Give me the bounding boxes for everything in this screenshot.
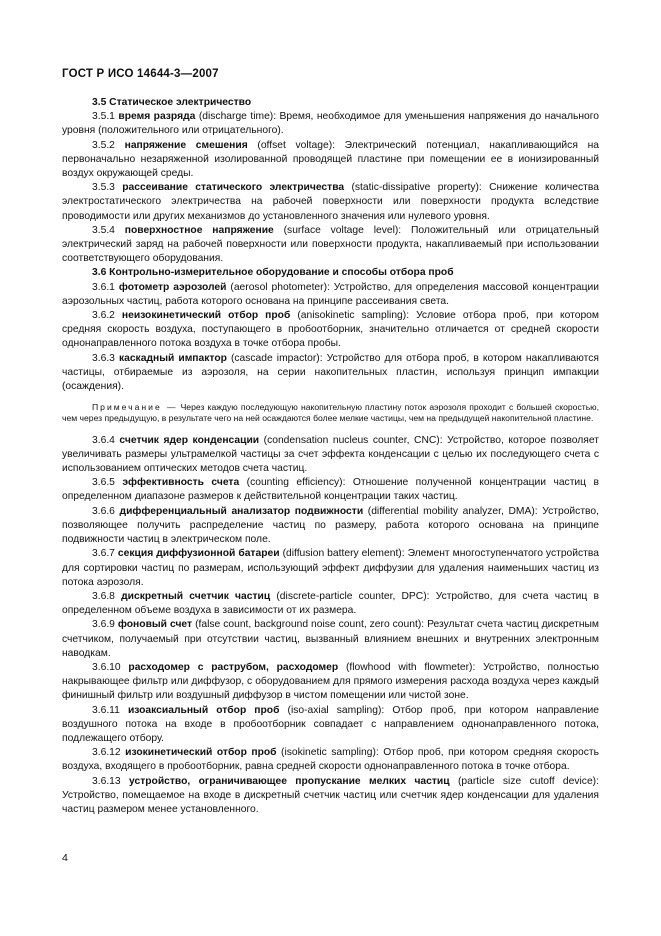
term-entry: 3.5.4 поверхностное напряжение (surface voltage level): Положительный или отрицательный электрический заряд на рабочей поверхности или поверхности продукта, накапливаемый при использовании соответствующего оборудования. (62, 224, 599, 265)
term-entry: 3.5.1 время разряда (discharge time): Время, необходимое для уменьшения напряжения до начального уровня (положительного или отрицательного). (62, 111, 599, 137)
term-entry: 3.6.12 изокинетический отбор проб (isokinetic sampling): Отбор проб, при котором средняя скорость воздуха, входящего в пробоотборник, равна средней скорости однонаправленного потока в точке отбора. (62, 747, 599, 773)
term-entry: 3.6.10 расходомер с раструбом, расходомер (flowhood with flowmeter): Устройство, полностью накрывающее фильтр или диффузор, с оборудованием для прямого измерения расхода воздуха через каждый финишный фильтр или воздушный диффузор в чистом помещении или чистой зоне. (62, 661, 600, 702)
term-entry: 3.6.4 счетчик ядер конденсации (condensation nucleus counter, CNC): Устройство, которое позволяет увеличивать размеры ультрамелкой частицы за счет эффекта конденсации с целью их последующего счета с использованием оптических методов счета частиц. (62, 434, 599, 475)
note (62, 402, 599, 424)
term-entry: 3.6.1 фотометр аэрозолей (aerosol photometer): Устройство, для определения массовой концентрации аэрозольных частиц, работа которого основана на принципе рассеивания света. (62, 281, 599, 307)
term-entry: 3.6.3 каскадный импактор (cascade impactor): Устройство для отбора проб, в котором накапливаются частицы, отбираемые из аэрозоля, на серии накопительных пластин, используя принцип импакции (осаждения). (62, 352, 599, 393)
document-header: ГОСТ Р ИСО 14644-3—2007 (62, 68, 219, 80)
note-text: Через каждую последующую накопительную пластину поток аэрозоля проходит с большей скоростью, чем через предыдущую, в результате чего на ней осаждаются более мелкие частицы, чем на предыдущей накопительной пластине. (62, 402, 600, 424)
term-entry: 3.6.7 секция диффузионной батареи (diffusion battery element): Элемент многоступенчатого устройства для сортировки частиц по размерам, использующий эффект диффузии для удаления наименьших частиц из потока аэрозоля. (62, 548, 599, 588)
term-entry: 3.5.2 напряжение смешения (offset voltage): Электрический потенциал, накапливающийся на первоначально незаряженной изолированной проводящей пластине при помещении ее в ионизированный воздух окружающей среды. (62, 139, 599, 180)
term-entry: 3.6.8 дискретный счетчик частиц (discrete-particle counter, DPC): Устройство, для счета частиц в определенном объеме воздуха в зависимости от их размера. (62, 590, 599, 617)
section-heading: 3.6 Контрольно-измерительное оборудование и способы отбора проб (92, 267, 454, 279)
page-number: 4 (62, 852, 68, 864)
section-heading: 3.5 Статическое электричество (92, 97, 252, 108)
term-entry: 3.6.13 устройство, ограничивающее пропускание мелких частиц (particle size cutoff device): Устройство, помещаемое на входе в дискретный счетчик частиц или счетчик ядер конденсации для удаления частиц размером менее установленного. (62, 775, 599, 815)
term-entry: 3.5.3 рассеивание статического электричества (static-dissipative property): Снижение количества электростатического электричества на рабочей поверхности или поверхности продукта вследствие проводимости или других механизмов до установленного значения или нулевого уровня. (62, 182, 599, 222)
note-label: Примечание — (92, 402, 178, 413)
term-entry: 3.6.5 эффективность счета (counting efficiency): Отношение полученной концентрации частиц в определенном диапазоне размеров к действительной концентрации таких частиц. (62, 477, 599, 503)
term-entry: 3.6.2 неизокинетический отбор проб (anisokinetic sampling): Условие отбора проб, при котором средняя скорость воздуха, поступающего в пробоотборник, значительно отличается от средней скорости однонаправленного потока воздуха в точке отбора пробы. (62, 310, 599, 350)
document-body (62, 96, 599, 817)
term-entry: 3.6.6 дифференциальный анализатор подвижности (differential mobility analyzer, DMA): Устройство, позволяющее получить распределение частиц по размеру, работа которого основана на принципе подвижности частиц в электрическом поле. (62, 505, 599, 546)
term-entry: 3.6.9 фоновый счет (false count, background noise count, zero count): Результат счета частиц дискретным счетчиком, получаемый при отсутствии частиц, вызванный влиянием внешних и внутренних электронным наводкам. (62, 619, 599, 659)
term-entry: 3.6.11 изоаксиальный отбор проб (iso-axial sampling): Отбор проб, при котором направление воздушного потока на входе в пробоотборник совпадает с направлением однонаправленного потока, подлежащего отбору. (62, 704, 599, 744)
